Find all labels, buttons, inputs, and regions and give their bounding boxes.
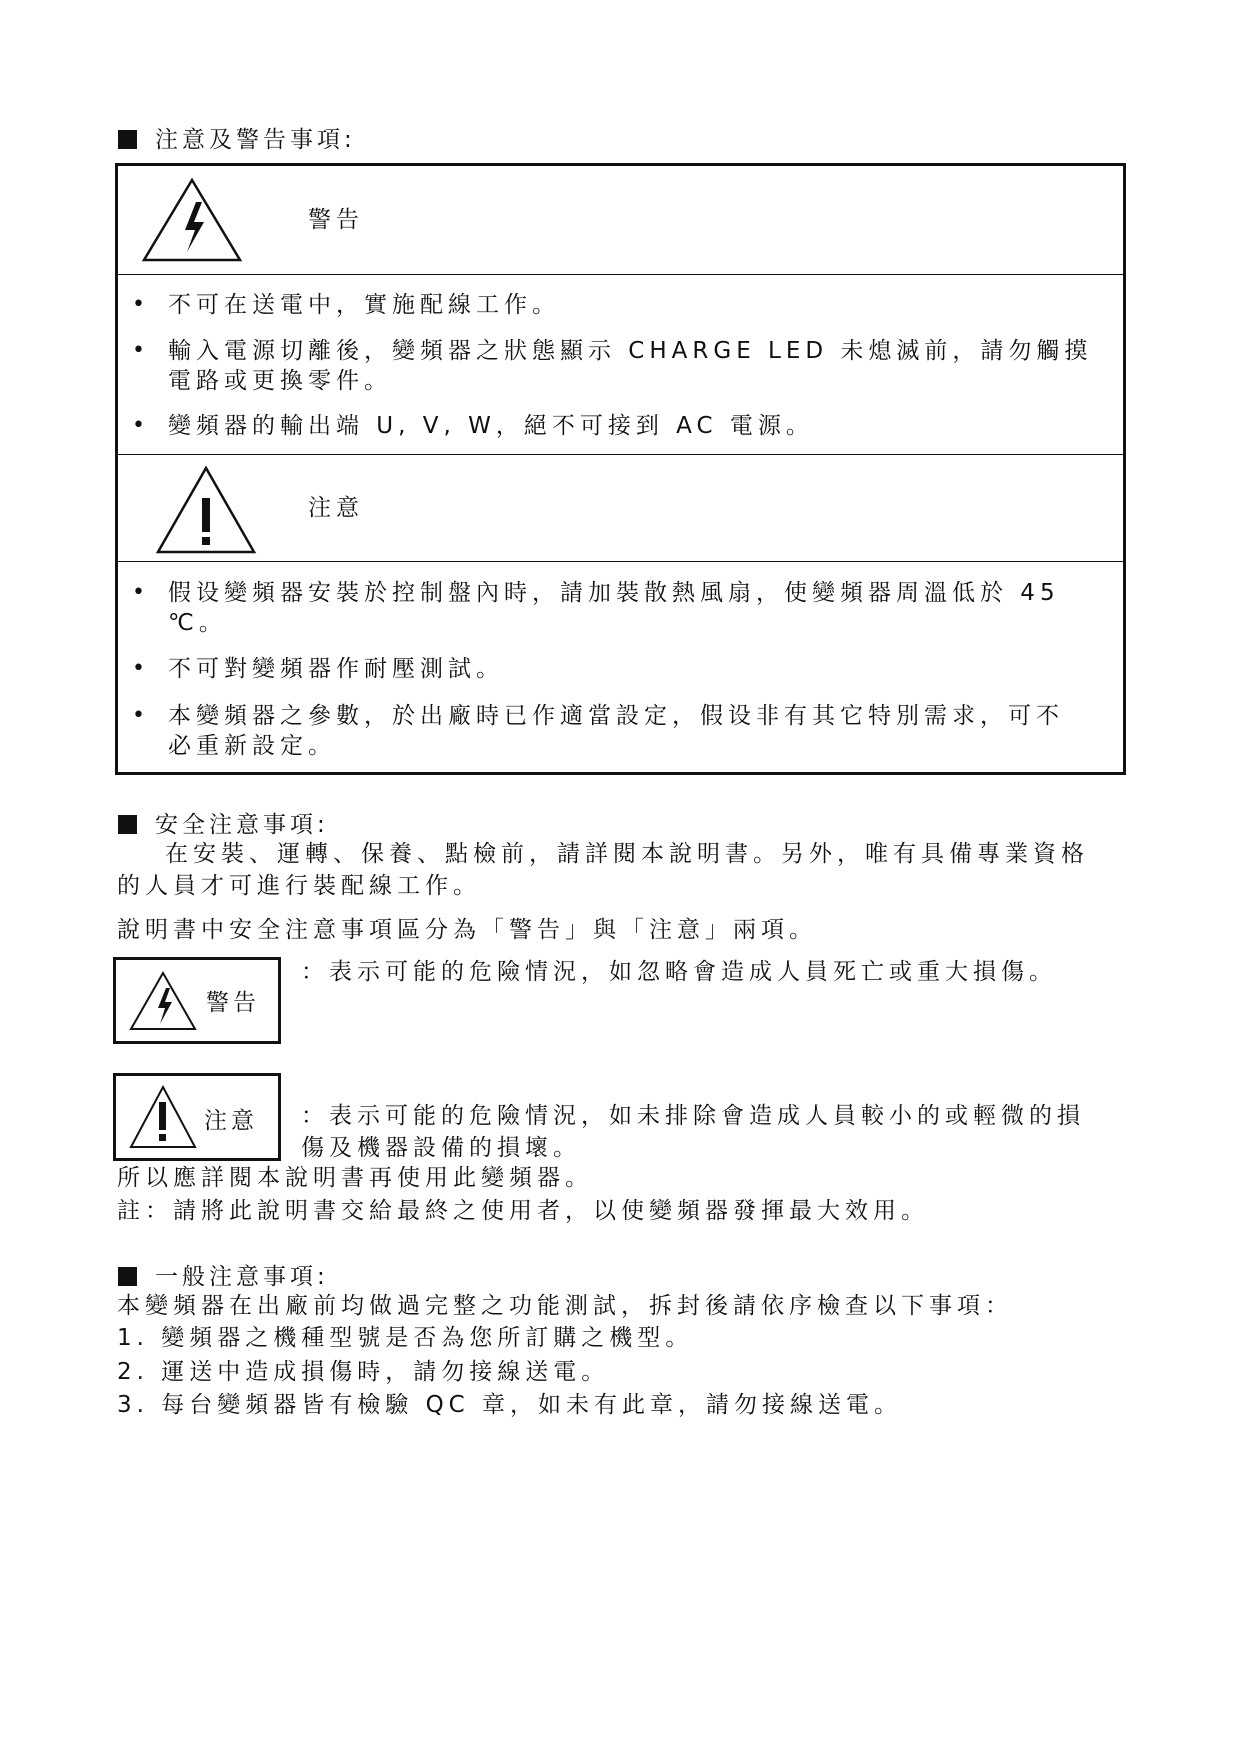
paragraph: 本變頻器在出廠前均做過完整之功能測試，拆封後請依序檢查以下事項： <box>117 1293 1013 1319</box>
divider <box>118 454 1123 455</box>
caution-exclamation-icon <box>154 464 258 556</box>
warning-item: 變頻器的輸出端 U, V, W，絕不可接到 AC 電源。 <box>168 413 814 439</box>
heading-text: 安全注意事項: <box>155 812 329 838</box>
caution-item: 假设變頻器安裝於控制盤內時，請加裝散熱風扇，使變頻器周溫低於 45 <box>168 580 1060 606</box>
bullet-icon: • <box>132 292 145 317</box>
divider <box>118 274 1123 275</box>
caution-description: ：表示可能的危險情況，如未排除會造成人員較小的或輕微的損 <box>301 1103 1085 1129</box>
list-item: 1. 變頻器之機種型號是否為您所訂購之機型。 <box>117 1325 694 1351</box>
list-item: 3. 每台變頻器皆有檢驗 QC 章，如未有此章，請勿接線送電。 <box>117 1392 903 1418</box>
section-heading-general <box>118 1258 329 1291</box>
note: 註：請將此說明書交給最終之使用者，以使變頻器發揮最大效用。 <box>117 1198 929 1224</box>
warning-legend-box <box>113 957 281 1044</box>
list-item: 2. 運送中造成損傷時，請勿接線送電。 <box>117 1359 610 1385</box>
bullet-icon: • <box>132 413 145 438</box>
electric-hazard-icon <box>128 970 198 1032</box>
bullet-icon: • <box>132 338 145 363</box>
square-bullet-icon <box>118 1267 137 1286</box>
caution-description-cont: 傷及機器設備的損壞。 <box>301 1135 581 1161</box>
heading-text: 注意及警告事項: <box>155 127 356 153</box>
warning-item: 不可在送電中，實施配線工作。 <box>168 292 560 318</box>
heading-text: 一般注意事項: <box>155 1264 329 1290</box>
square-bullet-icon <box>118 815 137 834</box>
warning-description: ：表示可能的危險情況，如忽略會造成人員死亡或重大損傷。 <box>301 959 1057 985</box>
paragraph: 的人員才可進行裝配線工作。 <box>117 873 481 899</box>
warning-legend-label: 警告 <box>206 990 260 1016</box>
section-heading-safety <box>118 806 329 839</box>
caution-exclamation-icon <box>128 1084 198 1150</box>
note: 所以應詳閱本說明書再使用此變頻器。 <box>117 1165 593 1191</box>
bullet-icon: • <box>132 580 145 605</box>
paragraph: 說明書中安全注意事項區分為「警告」與「注意」兩項。 <box>117 917 817 943</box>
section-heading-notices <box>118 121 356 154</box>
notice-frame <box>115 163 1126 775</box>
warning-item-cont: 電路或更換零件。 <box>168 368 392 394</box>
caution-legend-box <box>113 1073 281 1161</box>
caution-item: 不可對變頻器作耐壓測試。 <box>168 656 504 682</box>
caution-item-cont: ℃。 <box>168 610 227 636</box>
divider <box>118 561 1123 562</box>
bullet-icon: • <box>132 703 145 728</box>
warning-item: 輸入電源切離後，變頻器之狀態顯示 CHARGE LED 未熄滅前，請勿觸摸 <box>168 338 1093 364</box>
caution-label: 注意 <box>308 495 364 521</box>
caution-item-cont: 必重新設定。 <box>168 733 336 759</box>
electric-hazard-icon <box>140 176 244 264</box>
paragraph: 在安裝、運轉、保養、點檢前，請詳閱本說明書。另外，唯有具備專業資格 <box>165 841 1089 867</box>
square-bullet-icon <box>118 130 137 149</box>
caution-item: 本變頻器之參數，於出廠時已作適當設定，假设非有其它特別需求，可不 <box>168 703 1064 729</box>
bullet-icon: • <box>132 656 145 681</box>
caution-legend-label: 注意 <box>204 1108 258 1134</box>
warning-label: 警告 <box>308 207 364 233</box>
